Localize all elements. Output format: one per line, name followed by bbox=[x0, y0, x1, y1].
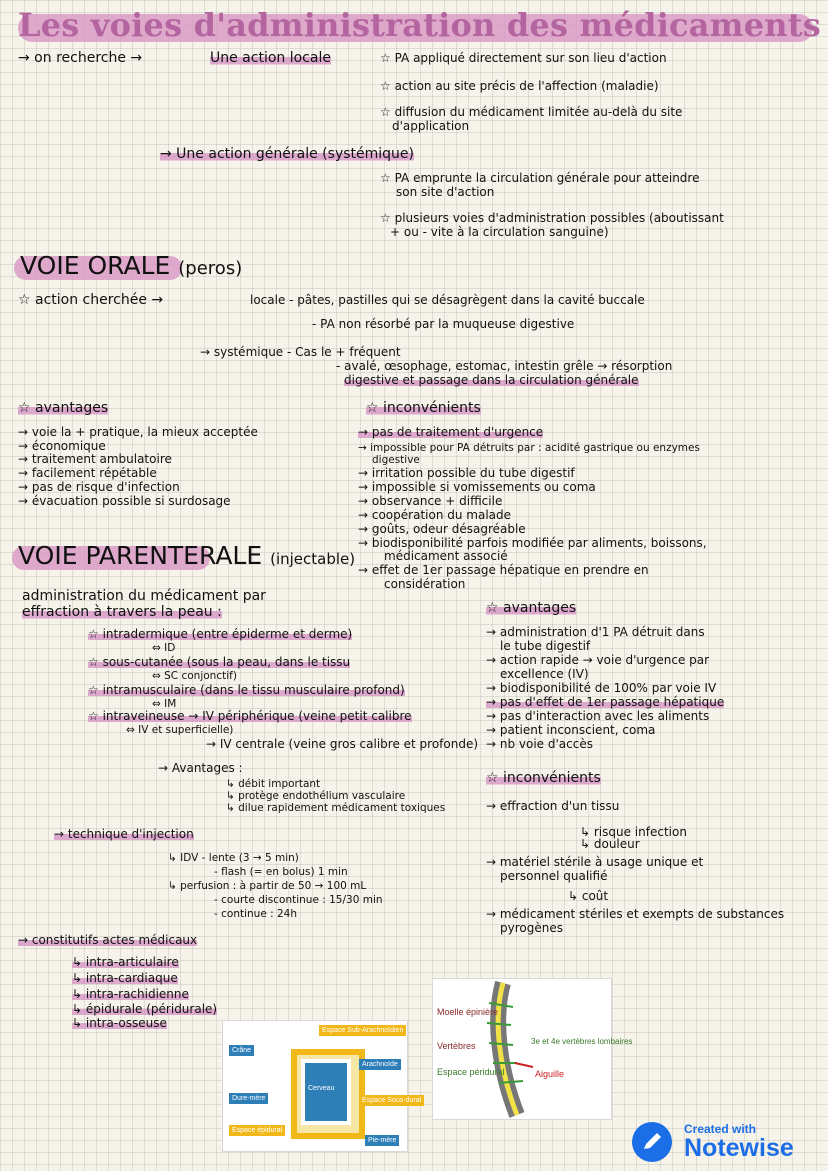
orale-inconvenient: → biodisponibilité parfois modifiée par aliments, boissons, bbox=[358, 536, 707, 550]
constitutif-item: ↳ intra-articulaire bbox=[72, 955, 179, 969]
orale-inconvenient: médicament associé bbox=[384, 549, 508, 563]
iv-avantages-title: → Avantages : bbox=[158, 761, 243, 775]
parenterale-avantage: → administration d'1 PA détruit dans bbox=[486, 625, 705, 639]
orale-systemique: digestive et passage dans la circulation générale bbox=[344, 373, 639, 387]
parenterale-type: ⇔ IV et superficielle) bbox=[126, 724, 234, 736]
parenterale-avantage: excellence (IV) bbox=[500, 667, 589, 681]
orale-inconvenient: digestive bbox=[372, 454, 420, 466]
parenterale-avantages-title: ☆ avantages bbox=[486, 600, 577, 616]
constitutif-item: ↳ épidurale (péridurale) bbox=[72, 1002, 218, 1016]
parenterale-avantage: → pas d'interaction avec les aliments bbox=[486, 709, 710, 723]
parenterale-definition: administration du médicament par bbox=[22, 588, 266, 604]
constitutif-item: ↳ intra-osseuse bbox=[72, 1016, 167, 1030]
orale-inconvenient: → observance + difficile bbox=[358, 494, 503, 508]
parenterale-inconvenient: → matériel stérile à usage unique et bbox=[486, 855, 704, 869]
technique-item: - courte discontinue : 15/30 min bbox=[214, 894, 383, 906]
parenterale-type: ☆ intraveineuse → IV périphérique (veine petit calibre bbox=[88, 709, 412, 723]
orale-inconvenient: considération bbox=[384, 577, 466, 591]
parenterale-type: ☆ sous-cutanée (sous la peau, dans le tissu bbox=[88, 655, 351, 669]
iv-avantage: ↳ dilue rapidement médicament toxiques bbox=[226, 802, 446, 814]
orale-systemique: - avalé, œsophage, estomac, intestin grêle → résorption bbox=[336, 359, 673, 373]
page-title: Les voies d'administration des médicaments bbox=[18, 6, 821, 44]
label-moelle: Moelle épinière bbox=[437, 1007, 499, 1017]
notewise-brand bbox=[632, 1118, 822, 1166]
orale-avantages-title: ☆ avantages bbox=[18, 400, 109, 416]
orale-locale: locale - pâtes, pastilles qui se désagrègent dans la cavité buccale bbox=[250, 293, 645, 307]
orale-locale: - PA non résorbé par la muqueuse digestive bbox=[312, 317, 575, 331]
orale-inconvenient: → pas de traitement d'urgence bbox=[358, 425, 544, 439]
orale-action-label: ☆ action cherchée → bbox=[18, 292, 164, 308]
orale-avantage: → évacuation possible si surdosage bbox=[18, 494, 231, 508]
intro-locale-item: ☆ PA appliqué directement sur son lieu d'action bbox=[380, 51, 667, 65]
intro-generale: → Une action générale (systémique) bbox=[160, 146, 414, 162]
label-aiguille: Aiguille bbox=[535, 1069, 565, 1079]
intro-root: → on recherche → bbox=[18, 50, 143, 66]
orale-avantage: → économique bbox=[18, 439, 106, 453]
brand-name: Notewise bbox=[684, 1134, 794, 1162]
orale-inconvenient: → effet de 1er passage hépatique en prendre en bbox=[358, 563, 649, 577]
parenterale-inconvenient: personnel qualifié bbox=[500, 869, 608, 883]
label-arachnoide: Arachnoïde bbox=[359, 1059, 401, 1070]
intro-locale-item: ☆ action au site précis de l'affection (maladie) bbox=[380, 79, 659, 93]
parenterale-avantage: → patient inconscient, coma bbox=[486, 723, 656, 737]
label-espace-peridural: Espace péridural bbox=[437, 1067, 505, 1077]
parenterale-inconvenient: ↳ douleur bbox=[580, 837, 640, 851]
parenterale-inconvenient: ↳ risque infection bbox=[580, 825, 687, 839]
orale-inconvenient: → impossible si vomissements ou coma bbox=[358, 480, 596, 494]
iv-avantage: ↳ protège endothélium vasculaire bbox=[226, 790, 406, 802]
technique-item: - continue : 24h bbox=[214, 908, 298, 920]
parenterale-inconvenient: → médicament stériles et exempts de substances bbox=[486, 907, 785, 921]
parenterale-type: ⇔ IM bbox=[152, 698, 177, 710]
iv-avantage: ↳ débit important bbox=[226, 778, 321, 790]
orale-avantage: → voie la + pratique, la mieux acceptée bbox=[18, 425, 258, 439]
orale-inconvenient: → irritation possible du tube digestif bbox=[358, 466, 575, 480]
intro-generale-item: ☆ PA emprunte la circulation générale pour atteindre bbox=[380, 171, 700, 185]
technique-title: → technique d'injection bbox=[54, 827, 194, 841]
section-heading-orale: VOIE ORALE (peros) bbox=[20, 252, 242, 283]
spine-diagram bbox=[432, 978, 633, 1120]
label-crane: Crâne bbox=[229, 1045, 254, 1056]
intro-generale-item: + ou - vite à la circulation sanguine) bbox=[390, 225, 609, 239]
parenterale-inconvenient: → effraction d'un tissu bbox=[486, 799, 620, 813]
parenterale-avantage: le tube digestif bbox=[500, 639, 591, 653]
constitutif-item: ↳ intra-cardiaque bbox=[72, 971, 178, 985]
intro-locale-item: ☆ diffusion du médicament limitée au-delà du site bbox=[380, 105, 683, 119]
parenterale-type: ⇔ ID bbox=[152, 642, 176, 654]
technique-item: - flash (= en bolus) 1 min bbox=[214, 866, 348, 878]
intro-generale-item: ☆ plusieurs voies d'administration possibles (aboutissant bbox=[380, 211, 724, 225]
orale-inconvenient: → coopération du malade bbox=[358, 508, 512, 522]
intro-locale: Une action locale bbox=[210, 50, 331, 66]
parenterale-type: ☆ intradermique (entre épiderme et derme) bbox=[88, 627, 353, 641]
orale-avantage: → traitement ambulatoire bbox=[18, 452, 172, 466]
label-cerveau: Cerveau bbox=[308, 1085, 335, 1092]
parenterale-inconvenient: pyrogènes bbox=[500, 921, 563, 935]
pencil-icon bbox=[632, 1122, 672, 1162]
meninges-diagram bbox=[222, 1020, 422, 1152]
parenterale-avantage: → action rapide → voie d'urgence par bbox=[486, 653, 710, 667]
intro-locale-item: d'application bbox=[392, 119, 470, 133]
label-vertebres: Vertèbres bbox=[437, 1041, 476, 1051]
orale-inconvenient: → impossible pour PA détruits par : acidité gastrique ou enzymes bbox=[358, 442, 700, 454]
brand-small: Created with bbox=[684, 1122, 757, 1136]
intro-generale-item: son site d'action bbox=[396, 185, 495, 199]
constitutif-item: ↳ intra-rachidienne bbox=[72, 987, 189, 1001]
parenterale-avantage: → pas d'effet de 1er passage hépatique bbox=[486, 695, 725, 709]
parenterale-avantage: → nb voie d'accès bbox=[486, 737, 593, 751]
parenterale-inconvenients-title: ☆ inconvénients bbox=[486, 770, 601, 786]
parenterale-type: → IV centrale (veine gros calibre et profonde) bbox=[206, 737, 479, 751]
label-espace-epidural: Espace épidural bbox=[229, 1125, 285, 1136]
constitutifs-title: → constitutifs actes médicaux bbox=[18, 933, 198, 947]
section-heading-parenterale: VOIE PARENTERALE (injectable) bbox=[18, 542, 355, 573]
technique-item: ↳ IDV - lente (3 → 5 min) bbox=[168, 852, 299, 864]
label-espace-sub-arachnoidien: Espace Sub-Arachnoïdien bbox=[319, 1025, 406, 1036]
label-vertebres-lombaires: 3e et 4e vertèbres lombaires bbox=[531, 1037, 633, 1046]
orale-inconvenients-title: ☆ inconvénients bbox=[366, 400, 481, 416]
technique-item: ↳ perfusion : à partir de 50 → 100 mL bbox=[168, 880, 367, 892]
parenterale-type: ⇔ SC conjonctif) bbox=[152, 670, 237, 682]
orale-avantage: → facilement répétable bbox=[18, 466, 157, 480]
parenterale-inconvenient: ↳ coût bbox=[568, 889, 609, 903]
label-pie-mere: Pie-mère bbox=[365, 1135, 399, 1146]
parenterale-avantage: → biodisponibilité de 100% par voie IV bbox=[486, 681, 717, 695]
parenterale-type: ☆ intramusculaire (dans le tissu musculaire profond) bbox=[88, 683, 405, 697]
orale-inconvenient: → goûts, odeur désagréable bbox=[358, 522, 526, 536]
label-espace-sous-dural: Espace Sous-dural bbox=[359, 1095, 424, 1106]
orale-avantage: → pas de risque d'infection bbox=[18, 480, 180, 494]
orale-systemique: → systémique - Cas le + fréquent bbox=[200, 345, 401, 359]
parenterale-definition: effraction à travers la peau : bbox=[22, 604, 222, 620]
label-dure-mere: Dure-mère bbox=[229, 1093, 268, 1104]
